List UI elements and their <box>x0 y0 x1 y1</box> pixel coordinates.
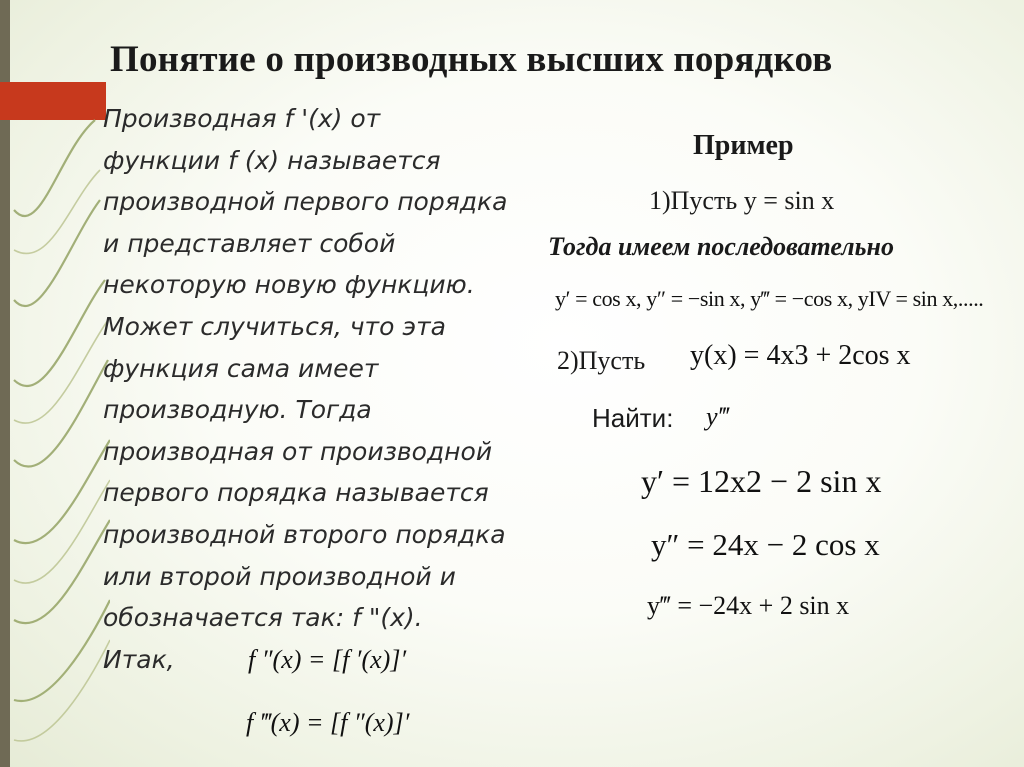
text-line: Производная f '(x) от <box>103 104 381 133</box>
second-derivative-formula: f ″(x) = [f ′(x)]′ <box>248 645 407 674</box>
text-line: производной первого порядка <box>103 187 508 217</box>
text-line: функции f (x) называется <box>103 145 441 175</box>
text-line: функция сама имеет <box>103 353 379 383</box>
text-line: обозначается так: f "(x). <box>103 603 423 633</box>
find-value: y‴ <box>706 402 729 431</box>
text-line: и представляет собой <box>103 228 396 258</box>
text-line: производная от производной <box>103 436 493 466</box>
find-label: Найти: <box>592 403 674 433</box>
text-line: первого порядка называется <box>103 478 489 508</box>
text-line: некоторую новую функцию. <box>103 270 475 300</box>
text-line: Итак, <box>103 644 175 674</box>
text-line: или второй производной и <box>103 561 456 591</box>
third-derivative-formula: f ‴(x) = [f ″(x)]′ <box>246 708 410 737</box>
result-third-derivative: y‴ = −24x + 2 sin x <box>647 591 850 620</box>
decorative-stripes <box>0 0 110 767</box>
result-first-derivative: y′ = 12x2 − 2 sin x <box>641 463 882 499</box>
text-line: производную. Тогда <box>103 395 372 425</box>
text-line: Может случиться, что эта <box>103 311 446 341</box>
example-step1: 1)Пусть y = sin x <box>649 186 835 215</box>
example-then-line: Тогда имеем последовательно <box>548 232 894 261</box>
example-step2-formula: y(x) = 4x3 + 2cos x <box>690 340 911 371</box>
example-step2-label: 2)Пусть <box>557 346 646 375</box>
definition-text <box>103 98 543 680</box>
result-second-derivative: y″ = 24x − 2 cos x <box>651 527 880 562</box>
text-line: производной второго порядка <box>103 519 506 549</box>
example-heading: Пример <box>693 130 794 161</box>
derivative-chain: y′ = cos x, y″ = −sin x, y‴ = −cos x, yIV = sin x,..... <box>555 286 984 311</box>
slide-title: Понятие о производных высших порядков <box>110 39 833 80</box>
